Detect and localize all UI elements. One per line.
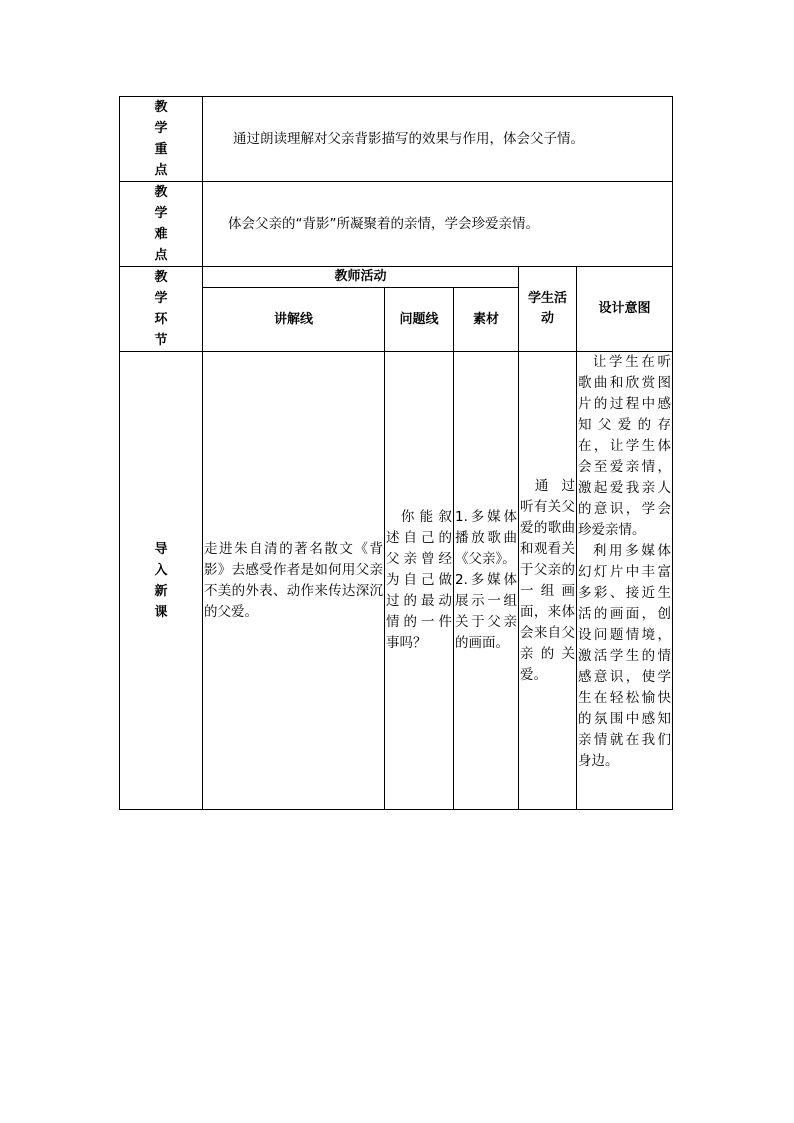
lesson-plan-table (119, 96, 673, 810)
key-points-content: 通过朗读理解对父亲背影描写的效果与作用，体会父子情。 (203, 97, 673, 182)
key-points-row (120, 97, 673, 182)
explanation-line-header: 讲解线 (203, 288, 385, 352)
intro-label: 导 入 新 课 (120, 352, 203, 810)
intro-student-activity: 通过听有关父爱的歌曲和观看关于父亲的一组画面，来体会来自父亲的关爱。 (519, 352, 577, 810)
intro-question: 你能叙述自己的父亲曾经为自己做过的最动情的一件事吗？ (385, 352, 454, 810)
intro-design-intent-para-2: 利用多媒体幻灯片中丰富多彩、接近生活的画面，创设问题情境，激活学生的情感意识，使学生在轻松愉快的氛围中感知亲情就在我们身边。 (578, 543, 672, 769)
material-header: 素材 (454, 288, 519, 352)
key-points-label: 教 学 重 点 (120, 97, 203, 182)
intro-design-intent (577, 352, 673, 810)
difficulties-content: 体会父亲的“背影”所凝聚着的亲情，学会珍爱亲情。 (203, 182, 673, 267)
intro-material-item-1: 1.多媒体播放歌曲《父亲》。 (455, 509, 517, 567)
teacher-activity-header: 教师活动 (203, 267, 519, 288)
process-header-row (120, 267, 673, 288)
intro-design-intent-para-1: 让学生在听歌曲和欣赏图片的过程中感知父爱的存在，让学生体会至爱亲情，激起爱我亲人的意识，学会珍爱亲情。 (578, 354, 672, 538)
intro-explanation: 走进朱自清的著名散文《背影》去感受作者是如何用父亲不美的外表、动作来传达深沉的父爱。 (203, 352, 385, 810)
process-label: 教 学 环 节 (120, 267, 203, 352)
difficulties-label: 教 学 难 点 (120, 182, 203, 267)
intro-material-item-2: 2.多媒体展示一组关于父亲的画面。 (455, 572, 517, 651)
student-activity-header: 学生活动 (519, 267, 577, 352)
question-line-header: 问题线 (385, 288, 454, 352)
intro-row (120, 352, 673, 810)
design-intent-header: 设计意图 (577, 267, 673, 352)
difficulties-row (120, 182, 673, 267)
intro-material (454, 352, 519, 810)
